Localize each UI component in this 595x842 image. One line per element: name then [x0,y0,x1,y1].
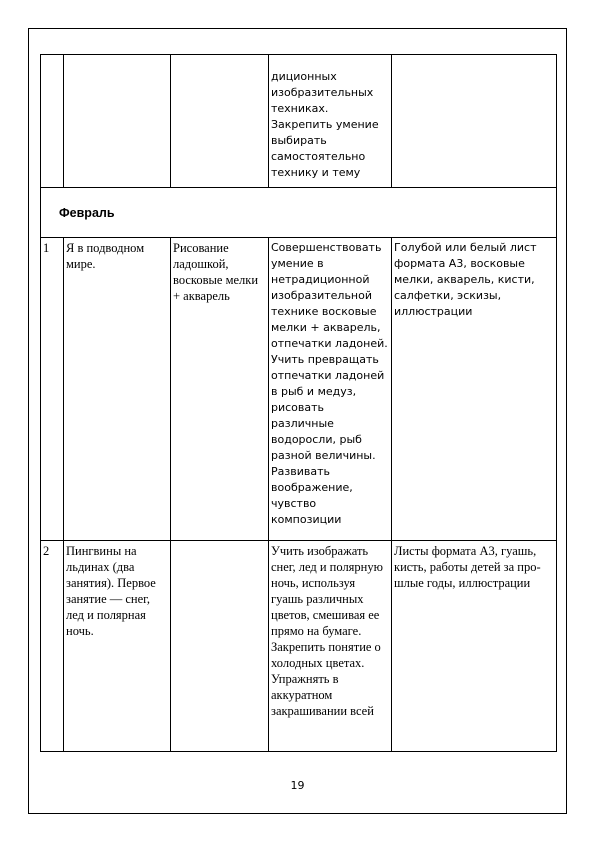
table-row [41,55,557,188]
row-number: 1 [41,238,64,541]
content-cell: Совершенствовать умение в нетрадиционной изобразительной технике восковые мелки + акварель, отпечатки ладоней. Учить превращать отпечатки ладоней в рыб и медуз, рисовать различные водоросли, рыб разной величины. Развивать воображение, чувство композиции [269,238,392,541]
topic-cell: Пингвины на льдинах (два занятия). Первое занятие — снег, лед и полярная ночь. [64,541,171,752]
technique-cell [171,541,269,752]
page-number: 19 [290,779,305,792]
topic-cell: Я в подводном мире. [64,238,171,541]
month-row [41,188,557,238]
row-number: 2 [41,541,64,752]
technique-cell: Рисование ладошкой, восковые мелки + акварель [171,238,269,541]
table-row [41,541,557,752]
materials-cell: Листы формата А3, гуашь, кисть, работы детей за про-шлые годы, иллюстрации [392,541,557,752]
topic-cell [64,55,171,188]
materials-cell [392,55,557,188]
content-cell: диционных изобразительных техниках. Закрепить умение выбирать самостоятельно технику и тему [269,55,392,188]
lesson-plan-table [40,54,557,752]
table-row [41,238,557,541]
technique-cell [171,55,269,188]
row-number [41,55,64,188]
materials-cell: Голубой или белый лист формата А3, восковые мелки, акварель, кисти, салфетки, эскизы, иллюстрации [392,238,557,541]
month-label: Февраль [41,188,557,238]
content-cell: Учить изображать снег, лед и полярную ночь, используя гуашь различных цветов, смешивая ее прямо на бумаге. Закрепить понятие о холодных цветах. Упражнять в аккуратном закрашивании всей [269,541,392,752]
